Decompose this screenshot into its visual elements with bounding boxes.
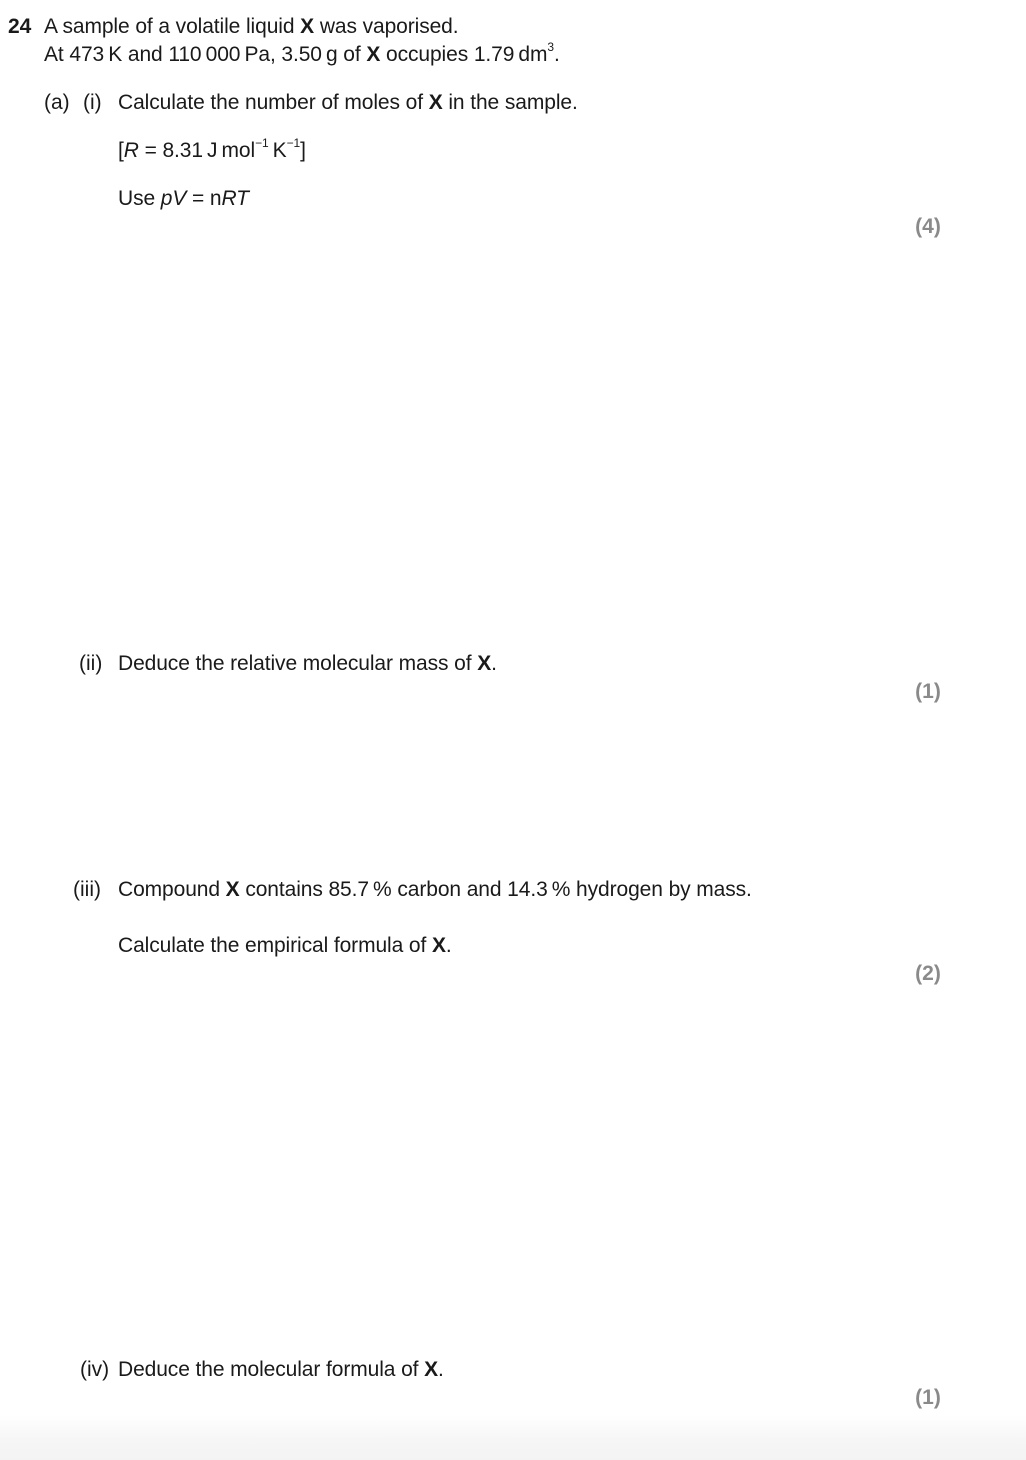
sub-iii-instruction xyxy=(118,933,452,959)
question-text: Compound xyxy=(118,878,226,901)
superscript: −1 xyxy=(286,136,301,150)
question-text: Deduce the relative molecular mass of xyxy=(118,652,478,675)
ideal-gas-equation xyxy=(118,186,249,212)
sub-i-label: (i) xyxy=(83,91,102,114)
question-intro-line-1 xyxy=(44,14,458,40)
superscript: −1 xyxy=(255,136,269,150)
rt-symbol: RT xyxy=(221,187,249,210)
question-text: Calculate the empirical formula of xyxy=(118,934,432,957)
question-number: 24 xyxy=(8,15,32,38)
marks-sub-ii: (1) xyxy=(915,680,941,703)
sub-iii-label: (iii) xyxy=(73,878,101,901)
intro-text: A sample of a volatile liquid xyxy=(44,15,301,38)
compound-x: X xyxy=(366,43,381,66)
bracket: [ xyxy=(118,139,124,162)
equals-n: = n xyxy=(186,187,222,210)
intro-text: was vaporised. xyxy=(314,15,459,38)
question-intro-line-2 xyxy=(44,42,560,68)
r-symbol: R xyxy=(123,139,139,162)
question-text: in the sample. xyxy=(442,91,578,114)
marks-sub-iv: (1) xyxy=(915,1386,941,1409)
sub-iv-question xyxy=(118,1357,444,1383)
compound-x: X xyxy=(477,652,492,675)
superscript: 3 xyxy=(547,40,554,54)
compound-x: X xyxy=(300,15,315,38)
intro-text: At 473 K and 110 000 Pa, 3.50 g of xyxy=(44,43,367,66)
sub-iv-label: (iv) xyxy=(80,1358,110,1381)
intro-text: . xyxy=(553,43,560,66)
compound-x: X xyxy=(428,91,443,114)
compound-x: X xyxy=(431,934,446,957)
sub-iii-question xyxy=(118,877,752,903)
use-text: Use xyxy=(118,187,161,210)
question-text: . xyxy=(438,1358,444,1381)
part-a-label: (a) xyxy=(44,91,70,114)
marks-sub-iii: (2) xyxy=(915,962,941,985)
sub-ii-label: (ii) xyxy=(79,652,103,675)
question-text: Deduce the molecular formula of xyxy=(118,1358,425,1381)
question-text: contains 85.7 % carbon and 14.3 % hydrogen by mass. xyxy=(239,878,752,901)
sub-i-question xyxy=(118,90,578,116)
question-text: . xyxy=(491,652,497,675)
compound-x: X xyxy=(225,878,240,901)
compound-x: X xyxy=(424,1358,439,1381)
question-text: Calculate the number of moles of xyxy=(118,91,429,114)
kelvin-unit: K xyxy=(268,139,287,162)
bracket: ] xyxy=(300,139,306,162)
r-value: = 8.31 J mol xyxy=(138,139,256,162)
marks-sub-i: (4) xyxy=(915,215,941,238)
gas-constant xyxy=(118,138,306,164)
question-text: . xyxy=(445,934,452,957)
sub-ii-question xyxy=(118,651,497,677)
pv-symbol: pV xyxy=(160,187,187,210)
intro-text: occupies 1.79 dm xyxy=(380,43,548,66)
